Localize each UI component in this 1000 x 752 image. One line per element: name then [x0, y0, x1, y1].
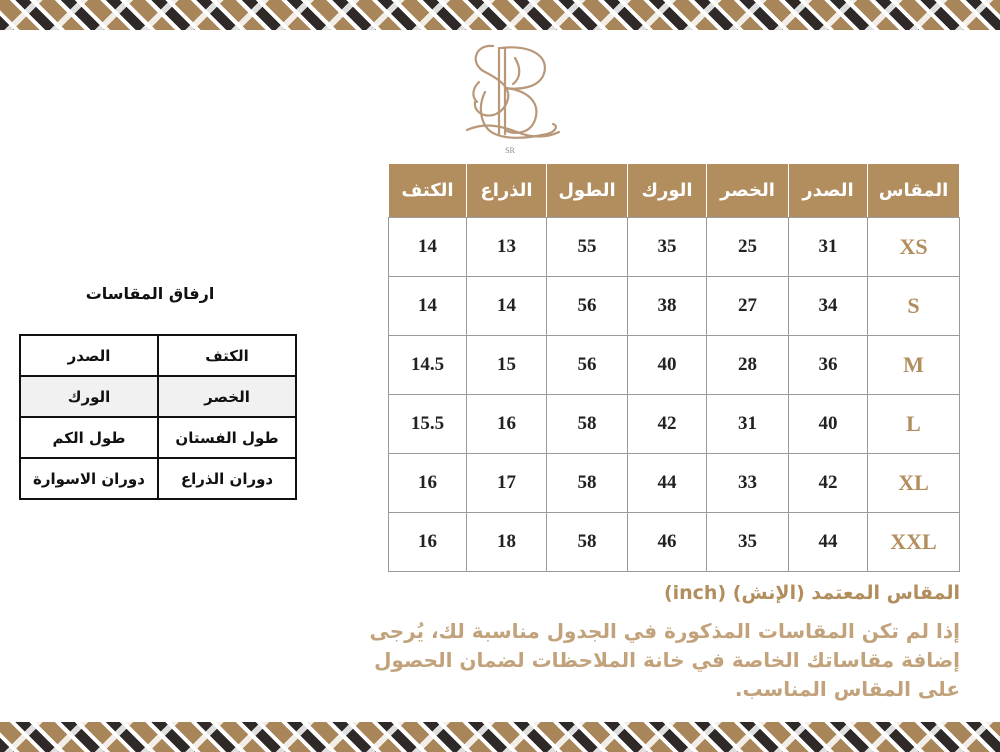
table-row [20, 376, 296, 417]
attachment-field: طول الفستان [158, 417, 296, 458]
attachments-title: ارفاق المقاسات [85, 284, 215, 303]
header-size: المقاس [868, 164, 960, 218]
table-row [389, 336, 960, 395]
size-chart-table [388, 163, 960, 572]
table-row [389, 395, 960, 454]
table-row [389, 513, 960, 572]
attachment-field: الخصر [158, 376, 296, 417]
arm-value: 13 [467, 218, 547, 277]
size-label: M [868, 336, 960, 395]
table-row [389, 277, 960, 336]
chest-value: 44 [789, 513, 868, 572]
decorative-border-bottom [0, 722, 1000, 752]
shoulder-value: 14 [389, 218, 467, 277]
size-chart-header-row [389, 164, 960, 218]
header-chest: الصدر [789, 164, 868, 218]
header-arm: الذراع [467, 164, 547, 218]
arm-value: 16 [467, 395, 547, 454]
length-value: 55 [547, 218, 628, 277]
header-shoulder: الكتف [389, 164, 467, 218]
shoulder-value: 16 [389, 454, 467, 513]
arm-value: 15 [467, 336, 547, 395]
shoulder-value: 15.5 [389, 395, 467, 454]
shoulder-value: 14 [389, 277, 467, 336]
waist-value: 27 [707, 277, 789, 336]
shoulder-value: 14.5 [389, 336, 467, 395]
header-waist: الخصر [707, 164, 789, 218]
waist-value: 35 [707, 513, 789, 572]
table-row [20, 458, 296, 499]
chest-value: 31 [789, 218, 868, 277]
attachment-field: الكتف [158, 335, 296, 376]
table-row [20, 335, 296, 376]
logo-caption: SR [505, 146, 515, 155]
chest-value: 40 [789, 395, 868, 454]
length-value: 58 [547, 395, 628, 454]
waist-value: 28 [707, 336, 789, 395]
hip-value: 44 [628, 454, 707, 513]
chest-value: 36 [789, 336, 868, 395]
length-value: 56 [547, 336, 628, 395]
hip-value: 40 [628, 336, 707, 395]
size-label: L [868, 395, 960, 454]
waist-value: 25 [707, 218, 789, 277]
chest-value: 34 [789, 277, 868, 336]
custom-size-note: إذا لم تكن المقاسات المذكورة في الجدول مناسبة لك، يُرجى إضافة مقاساتك الخاصة في خانة الملاحظات لضمان الحصول على المقاس المناسب. [369, 619, 960, 701]
attachment-field: دوران الاسوارة [20, 458, 158, 499]
hip-value: 42 [628, 395, 707, 454]
table-row [389, 218, 960, 277]
hip-value: 38 [628, 277, 707, 336]
shoulder-value: 16 [389, 513, 467, 572]
unit-note: المقاس المعتمد (الإنش) (inch) [663, 582, 960, 604]
attachment-field: الصدر [20, 335, 158, 376]
length-value: 56 [547, 277, 628, 336]
arm-value: 14 [467, 277, 547, 336]
length-value: 58 [547, 513, 628, 572]
header-length: الطول [547, 164, 628, 218]
length-value: 58 [547, 454, 628, 513]
brand-monogram-logo [455, 38, 565, 158]
decorative-border-top [0, 0, 1000, 30]
waist-value: 33 [707, 454, 789, 513]
chest-value: 42 [789, 454, 868, 513]
waist-value: 31 [707, 395, 789, 454]
size-label: XXL [868, 513, 960, 572]
attachments-table [19, 334, 297, 500]
size-label: S [868, 277, 960, 336]
table-row [20, 417, 296, 458]
size-label: XS [868, 218, 960, 277]
size-label: XL [868, 454, 960, 513]
header-hip: الورك [628, 164, 707, 218]
hip-value: 35 [628, 218, 707, 277]
table-row [389, 454, 960, 513]
hip-value: 46 [628, 513, 707, 572]
attachment-field: الورك [20, 376, 158, 417]
attachment-field: دوران الذراع [158, 458, 296, 499]
arm-value: 18 [467, 513, 547, 572]
attachment-field: طول الكم [20, 417, 158, 458]
arm-value: 17 [467, 454, 547, 513]
